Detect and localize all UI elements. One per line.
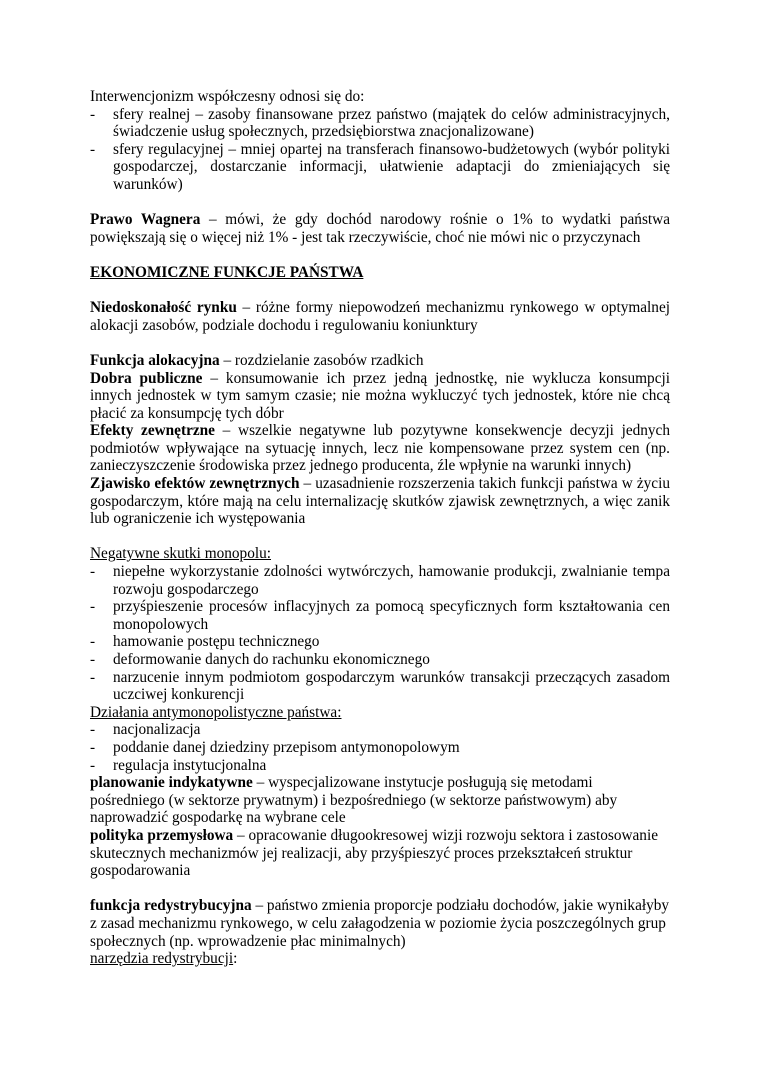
dzialania-antymonopolistyczne-list bbox=[90, 721, 670, 774]
text-run: deformowanie danych do rachunku ekonomicznego bbox=[113, 651, 430, 668]
bullet-item bbox=[90, 633, 670, 651]
bullet-marker: - bbox=[90, 651, 96, 668]
text-run: polityka przemysłowa bbox=[90, 826, 234, 844]
negatywne-skutki-heading bbox=[90, 545, 670, 563]
bullet-item bbox=[90, 141, 670, 194]
text-run: – państwo zmienia proporcje podziału dochodów, jakie wynikałyby z zasad mechanizmu rynkowego, w celu załagodzenia w poziomie życia poszczególnych grup społecznych (np. wprowadzenie płac minimalnych) bbox=[90, 897, 670, 950]
bullet-marker: - bbox=[90, 140, 96, 158]
text-run: Funkcja alokacyjna bbox=[90, 351, 220, 369]
text-run: – mówi, że gdy dochód narodowy rośnie o 1% to wydatki państwa powiększają się o więcej niż 1% - jest tak rzeczywiście, choć nie mówi nic o przyczynach bbox=[90, 211, 670, 246]
text-run: narzędzia redystrybucji bbox=[90, 950, 234, 968]
text-run: – wszelkie negatywne lub pozytywne konsekwencje decyzji jednych podmiotów wpływające na sytuację innych, lecz nie kompensowane przez system cen (np. zanieczyszczenie środowiska przez jednego producenta, źle wpłynie na warunki innych) bbox=[90, 422, 670, 475]
bullet-item bbox=[90, 651, 670, 669]
text-run: funkcja redystrybucyjna bbox=[90, 897, 252, 915]
bullet-marker: - bbox=[90, 105, 96, 123]
interwencjonizm-list bbox=[90, 106, 670, 194]
dzialania-antymonopolistyczne-heading bbox=[90, 704, 670, 722]
text-run: – rozdzielanie zasobów rzadkich bbox=[219, 351, 424, 369]
text-run: Negatywne skutki monopolu: bbox=[90, 545, 271, 563]
efekty-zewnetrzne-paragraph bbox=[90, 422, 670, 475]
funkcja-redystrybucyjna-paragraph bbox=[90, 897, 670, 950]
blank-line bbox=[90, 334, 670, 352]
text-run: – uzasadnienie rozszerzenia takich funkcji państwa w życiu gospodarczym, które mają na celu internalizację skutków zjawisk zewnętrznych, a więc zanik lub ograniczenie ich występowania bbox=[90, 475, 670, 528]
text-run: regulacja instytucjonalna bbox=[113, 756, 267, 774]
polityka-przemyslowa-paragraph bbox=[90, 827, 670, 880]
blank-line bbox=[90, 880, 670, 898]
planowanie-indykatywne-paragraph bbox=[90, 774, 670, 827]
text-run: sfery realnej – zasoby finansowane przez państwo (majątek do celów administracyjnych, świadczenie usług społecznych, przedsiębiorstwa znacjonalizowane) bbox=[113, 105, 670, 141]
text-run: Niedoskonałość rynku bbox=[90, 299, 237, 317]
bullet-item bbox=[90, 669, 670, 704]
text-run: sfery regulacyjnej – mniej opartej na transferach finansowo-budżetowych (wybór polityki gospodarczej, dostarczanie informacji, ułatwienie adaptacji do zmieniających się warunków) bbox=[113, 140, 670, 193]
bullet-marker: - bbox=[90, 738, 96, 756]
text-run: Dobra publiczne bbox=[90, 369, 203, 387]
text-run: Zjawisko efektów zewnętrznych bbox=[90, 475, 300, 493]
text-run: – różne formy niepowodzeń mechanizmu rynkowego w optymalnej alokacji zasobów, podziale dochodu i regulowaniu koniunktury bbox=[90, 299, 670, 334]
bullet-item bbox=[90, 721, 670, 739]
intro-paragraph bbox=[90, 88, 670, 106]
text-run: – konsumowanie ich przez jedną jednostkę, nie wyklucza konsumpcji innych jednostek w tym samym czasie; nie można wykluczyć tych jednostek, które nie chcą płacić za konsumpcję tych dóbr bbox=[90, 369, 670, 422]
text-run: – wyspecjalizowane instytucje posługują się metodami pośredniego (w sektorze prywatnym) i bezpośredniego (w sektorze państwowym) aby naprowadzić gospodarkę na wybrane cele bbox=[90, 774, 618, 827]
text-run: planowanie indykatywne bbox=[90, 774, 253, 792]
bullet-marker: - bbox=[90, 668, 96, 686]
text-run: niepełne wykorzystanie zdolności wytwórczych, hamowanie produkcji, zwalnianie tempa rozwoju gospodarczego bbox=[113, 563, 670, 598]
main-heading bbox=[90, 264, 670, 282]
bullet-item bbox=[90, 598, 670, 633]
text-run: : bbox=[233, 950, 238, 968]
text-run: Interwencjonizm współczesny odnosi się do: bbox=[90, 88, 365, 105]
text-run: Działania antymonopolistyczne państwa: bbox=[90, 703, 342, 721]
niedoskonalosc-rynku-paragraph bbox=[90, 299, 670, 334]
text-run: Efekty zewnętrzne bbox=[90, 422, 215, 440]
zjawisko-efektow-paragraph bbox=[90, 475, 670, 528]
text-run: hamowanie postępu technicznego bbox=[113, 633, 320, 651]
dobra-publiczne-paragraph bbox=[90, 370, 670, 423]
blank-line bbox=[90, 246, 670, 264]
bullet-marker: - bbox=[90, 721, 96, 739]
blank-line bbox=[90, 194, 670, 212]
text-run: narzucenie innym podmiotom gospodarczym warunków transakcji przeczących zasadom uczciwej konkurencji bbox=[113, 668, 670, 704]
text-run: Prawo Wagnera bbox=[90, 211, 201, 229]
text-run: EKONOMICZNE FUNKCJE PAŃSTWA bbox=[90, 263, 364, 281]
blank-line bbox=[90, 282, 670, 300]
bullet-marker: - bbox=[90, 598, 96, 616]
text-run: nacjonalizacja bbox=[113, 721, 201, 739]
bullet-item bbox=[90, 739, 670, 757]
text-run: przyśpieszenie procesów inflacyjnych za pomocą specyficznych form kształtowania cen monopolowych bbox=[113, 598, 670, 633]
funkcja-alokacyjna-paragraph bbox=[90, 352, 670, 370]
bullet-marker: - bbox=[90, 633, 96, 651]
bullet-item bbox=[90, 757, 670, 775]
blank-line bbox=[90, 528, 670, 546]
narzedzia-redystrybucji-heading bbox=[90, 950, 670, 968]
bullet-item bbox=[90, 563, 670, 598]
bullet-marker: - bbox=[90, 563, 96, 581]
text-run: – opracowanie długookresowej wizji rozwoju sektora i zastosowanie skutecznych mechanizmów jej realizacji, aby przyśpieszyć proces przekształceń struktur gospodarowania bbox=[90, 826, 658, 880]
bullet-item bbox=[90, 106, 670, 141]
negatywne-skutki-list bbox=[90, 563, 670, 704]
text-run: poddanie danej dziedziny przepisom antymonopolowym bbox=[113, 738, 460, 756]
prawo-wagnera-paragraph bbox=[90, 211, 670, 246]
bullet-marker: - bbox=[90, 756, 96, 774]
